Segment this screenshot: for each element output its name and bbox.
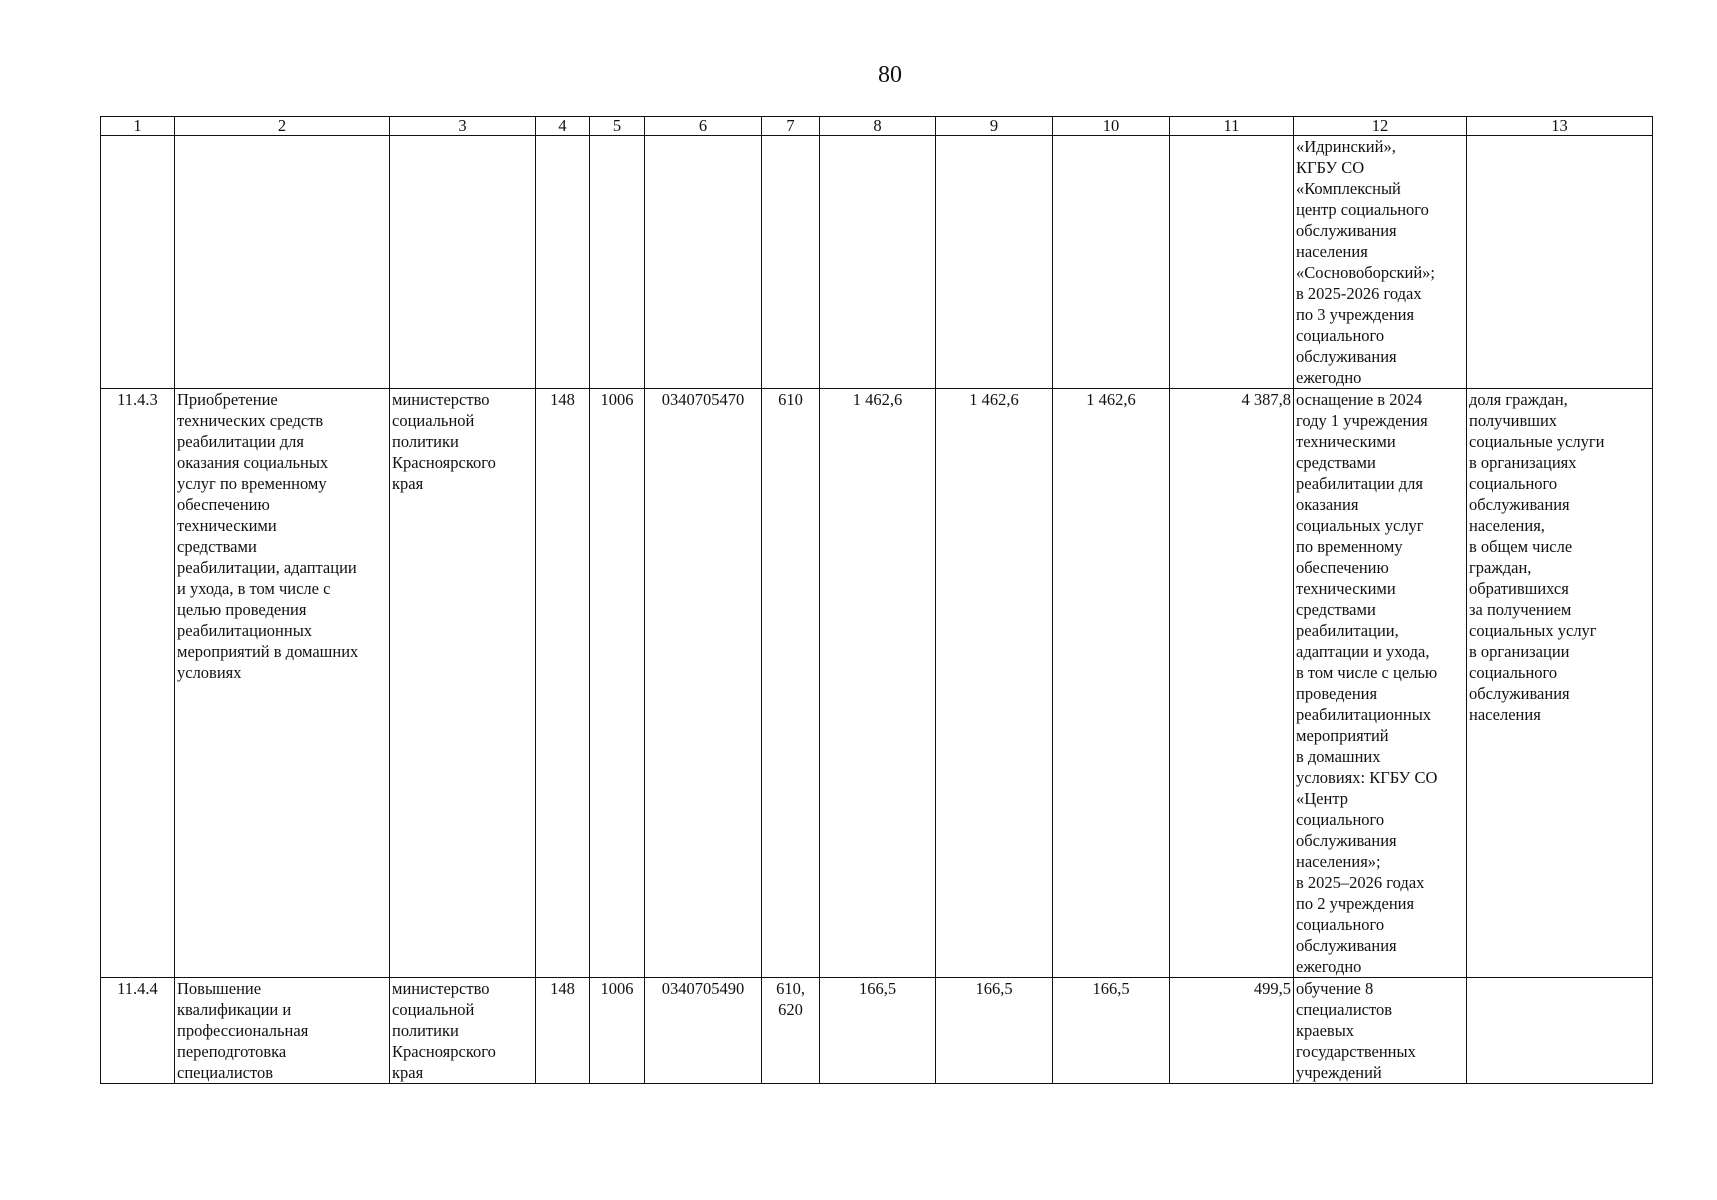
program-activities-table (100, 116, 1653, 1084)
expected-result: оснащение в 2024 году 1 учреждения техническими средствами реабилитации для оказания социальных услуг по временному обеспечению техническими средствами реабилитации, адаптации и ухода, в том числе с целью проведения реабилитационных мероприятий в домашних условиях: КГБУ СО «Центр социального обслуживания населения»; в 2025–2026 годах по 2 учреждения социального обслуживания ежегодно (1294, 389, 1467, 978)
row-number (101, 136, 175, 389)
activity-name: Повышение квалификации и профессиональная переподготовка специалистов (175, 978, 390, 1084)
table-row (101, 978, 1653, 1084)
expected-result: «Идринский», КГБУ СО «Комплексный центр социального обслуживания населения «Сосновоборский»; в 2025-2026 годах по 3 учреждения социального обслуживания ежегодно (1294, 136, 1467, 389)
column-number-header: 13 (1467, 117, 1653, 136)
amount-year-1: 1 462,6 (820, 389, 936, 978)
amount-year-1: 166,5 (820, 978, 936, 1084)
vr-code: 610, 620 (762, 978, 820, 1084)
column-number-header: 12 (1294, 117, 1467, 136)
grbs-code: 148 (536, 978, 590, 1084)
rzpr-code: 1006 (590, 389, 645, 978)
amount-year-2 (936, 136, 1053, 389)
amount-year-3 (1053, 136, 1170, 389)
rzpr-code: 1006 (590, 978, 645, 1084)
indicator: доля граждан, получивших социальные услуги в организациях социального обслуживания населения, в общем числе граждан, обратившихся за получением социальных услуг в организации социального обслуживания населения (1467, 389, 1653, 978)
column-number-header: 7 (762, 117, 820, 136)
row-number: 11.4.4 (101, 978, 175, 1084)
column-number-header-row (101, 117, 1653, 136)
page-number: 80 (878, 62, 902, 88)
executor: министерство социальной политики Красноярского края (390, 978, 536, 1084)
grbs-code: 148 (536, 389, 590, 978)
column-number-header: 6 (645, 117, 762, 136)
csr-code: 0340705490 (645, 978, 762, 1084)
grbs-code (536, 136, 590, 389)
column-number-header: 10 (1053, 117, 1170, 136)
indicator (1467, 136, 1653, 389)
amount-year-3: 1 462,6 (1053, 389, 1170, 978)
amount-year-1 (820, 136, 936, 389)
activity-name (175, 136, 390, 389)
column-number-header: 1 (101, 117, 175, 136)
rzpr-code (590, 136, 645, 389)
expected-result: обучение 8 специалистов краевых государственных учреждений (1294, 978, 1467, 1084)
indicator (1467, 978, 1653, 1084)
column-number-header: 9 (936, 117, 1053, 136)
activity-name: Приобретение технических средств реабилитации для оказания социальных услуг по временному обеспечению техническими средствами реабилитации, адаптации и ухода, в том числе с целью проведения реабилитационных мероприятий в домашних условиях (175, 389, 390, 978)
column-number-header: 5 (590, 117, 645, 136)
amount-year-2: 166,5 (936, 978, 1053, 1084)
csr-code: 0340705470 (645, 389, 762, 978)
column-number-header: 4 (536, 117, 590, 136)
amount-year-2: 1 462,6 (936, 389, 1053, 978)
vr-code: 610 (762, 389, 820, 978)
amount-total (1170, 136, 1294, 389)
row-number: 11.4.3 (101, 389, 175, 978)
executor (390, 136, 536, 389)
amount-total: 4 387,8 (1170, 389, 1294, 978)
column-number-header: 8 (820, 117, 936, 136)
column-number-header: 11 (1170, 117, 1294, 136)
vr-code (762, 136, 820, 389)
column-number-header: 3 (390, 117, 536, 136)
column-number-header: 2 (175, 117, 390, 136)
table-row (101, 136, 1653, 389)
executor: министерство социальной политики Красноярского края (390, 389, 536, 978)
amount-total: 499,5 (1170, 978, 1294, 1084)
csr-code (645, 136, 762, 389)
amount-year-3: 166,5 (1053, 978, 1170, 1084)
table-row (101, 389, 1653, 978)
